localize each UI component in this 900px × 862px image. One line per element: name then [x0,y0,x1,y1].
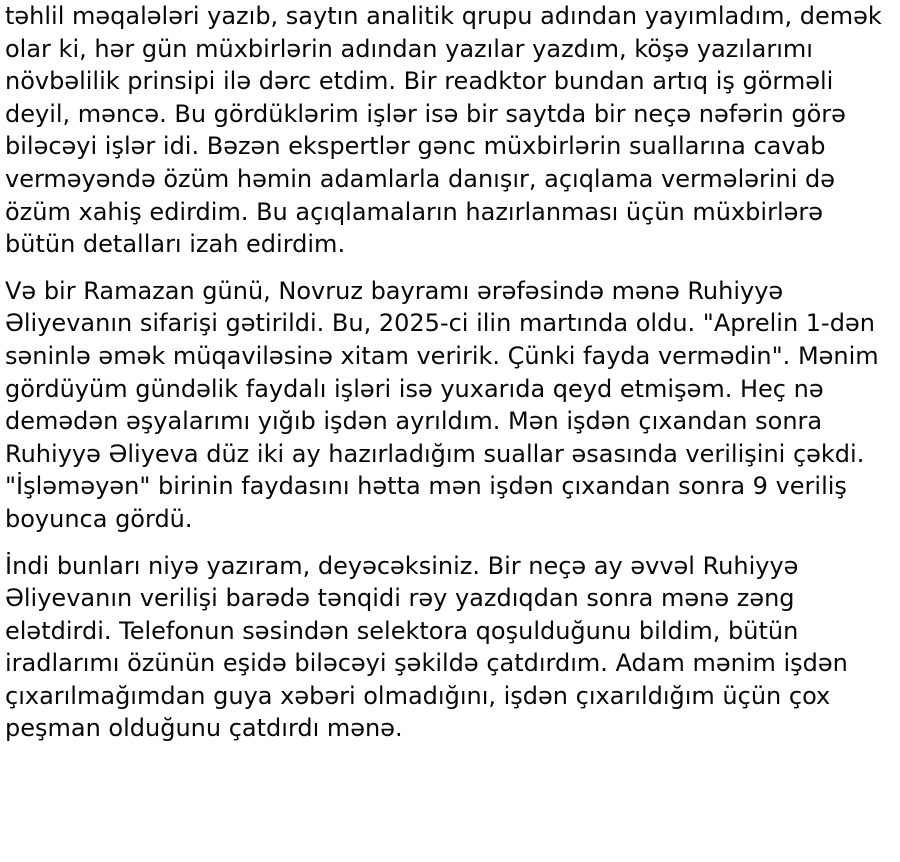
text-line: olar ki, hər gün müxbirlərin adından yazılar yazdım, köşə yazılarımı [5,34,813,63]
paragraph-3 [5,550,900,746]
text-line: Və bir Ramazan günü, Novruz bayramı ərəfəsində mənə Ruhiyyə [5,276,784,305]
text-line: peşman olduğunu çatdırdı mənə. [5,714,403,743]
text-line: növbəlilik prinsipi ilə dərc etdim. Bir readktor bundan artıq iş görməli [5,67,834,96]
paragraph-1 [5,0,900,261]
text-line: boyunca gördü. [5,504,193,533]
text-line: elətdirdi. Telefonun səsindən selektora qoşulduğunu bildim, bütün [5,616,799,645]
text-line: verməyəndə özüm həmin adamlarla danışır, açıqlama vermələrini də [5,164,836,193]
text-line: çıxarılmağımdan guya xəbəri olmadığını, işdən çıxarıldığım üçün çox [5,681,831,710]
text-line: İndi bunları niyə yazıram, deyəcəksiniz. Bir neçə ay əvvəl Ruhiyyə [5,551,799,580]
text-line: səninlə əmək müqaviləsinə xitam veririk. Çünki fayda vermədin". Mənim [5,341,879,370]
text-line: özüm xahiş edirdim. Bu açıqlamaların hazırlanması üçün müxbirlərə [5,197,824,226]
text-line: Əliyevanın verilişi barədə tənqidi rəy yazdıqdan sonra mənə zəng [5,584,795,613]
paragraph-2 [5,275,900,536]
text-line: deyil, məncə. Bu gördüklərim işlər isə bir saytda bir neçə nəfərin görə [5,99,846,128]
text-line: iradlarımı özünün eşidə biləcəyi şəkildə çatdırdım. Adam mənim işdən [5,649,848,678]
text-line: Əliyevanın sifarişi gətirildi. Bu, 2025-ci ilin martında oldu. "Aprelin 1-dən [5,309,875,338]
post-body [5,0,900,759]
text-line: gördüyüm gündəlik faydalı işləri isə yuxarıda qeyd etmişəm. Heç nə [5,374,824,403]
text-line: təhlil məqalələri yazıb, saytın analitik qrupu adından yayımladım, demək [5,2,882,30]
text-line: biləcəyi işlər idi. Bəzən ekspertlər gənc müxbirlərin suallarına cavab [5,132,826,161]
text-line: "İşləməyən" birinin faydasını hətta mən işdən çıxandan sonra 9 veriliş [5,472,847,501]
text-line: demədən əşyalarımı yığıb işdən ayrıldım. Mən işdən çıxandan sonra [5,407,823,436]
text-line: Ruhiyyə Əliyeva düz iki ay hazırladığım suallar əsasında verilişini çəkdi. [5,439,865,468]
text-line: bütün detalları izah edirdim. [5,230,346,259]
